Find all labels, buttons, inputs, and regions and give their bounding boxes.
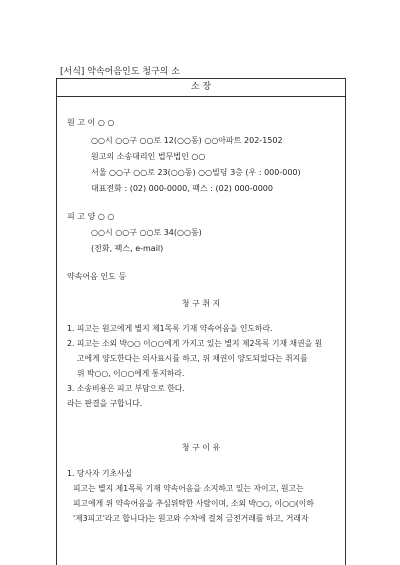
case-name: 약속어음 인도 등 <box>67 272 127 281</box>
defendant-label: 피 고 양 ○ ○ <box>67 212 115 221</box>
reason-line: 피고는 별지 제1목록 기재 약속어음을 소지하고 있는 자이고, 원고는 <box>73 484 304 493</box>
reason-line: 1. 당사자 기초사실 <box>67 469 133 478</box>
claim-line: 라는 판결을 구합니다. <box>67 399 143 408</box>
defendant-contact: (전화, 팩스, e-mail) <box>91 244 164 253</box>
claim-heading: 청 구 취 지 <box>181 299 221 308</box>
plaintiff-agent: 원고의 소송대리인 법무법인 ○○ <box>91 152 206 161</box>
form-title: 소 장 <box>57 79 345 97</box>
agent-address: 서울 ○○구 ○○로 23(○○동) ○○빌딩 3층 (우 : 000-000) <box>91 168 301 177</box>
reason-line: 피고에게 위 약속어음을 추심위탁한 사람이며, 소외 박○○, 이○○(이하 <box>73 499 314 508</box>
complaint-form <box>56 78 346 565</box>
claim-line: 3. 소송비용은 피고 부담으로 한다. <box>67 384 185 393</box>
plaintiff-address: ○○시 ○○구 ○○로 12(○○동) ○○아파트 202-1502 <box>91 136 283 145</box>
claim-line: 고에게 양도한다는 의사표시를 하고, 위 채권이 양도되었다는 취지를 <box>77 354 308 363</box>
claim-line: 2. 피고는 소외 박○○ 이○○에게 가지고 있는 별지 제2목록 기재 채권을 원 <box>67 339 323 348</box>
plaintiff-label: 원 고 이 ○ ○ <box>67 118 115 127</box>
defendant-address: ○○시 ○○구 ○○로 34(○○동) <box>91 228 202 237</box>
document-caption: [서식] 약속어음인도 청구의 소 <box>60 67 180 77</box>
agent-contact: 대표전화 : (02) 000-0000, 팩스 : (02) 000-0000 <box>91 184 273 193</box>
claim-line: 위 박○○, 이○○에게 통지하라. <box>77 369 185 378</box>
reasons-section <box>67 466 337 526</box>
reason-heading: 청 구 이 유 <box>181 443 221 452</box>
claims-section <box>67 321 337 411</box>
claim-line: 1. 피고는 원고에게 별지 제1목록 기재 약속어음을 인도하라. <box>67 324 273 333</box>
reason-line: '제3피고'라고 합니다)는 원고와 수차에 걸쳐 금전거래를 하고, 거래자 <box>73 514 309 523</box>
